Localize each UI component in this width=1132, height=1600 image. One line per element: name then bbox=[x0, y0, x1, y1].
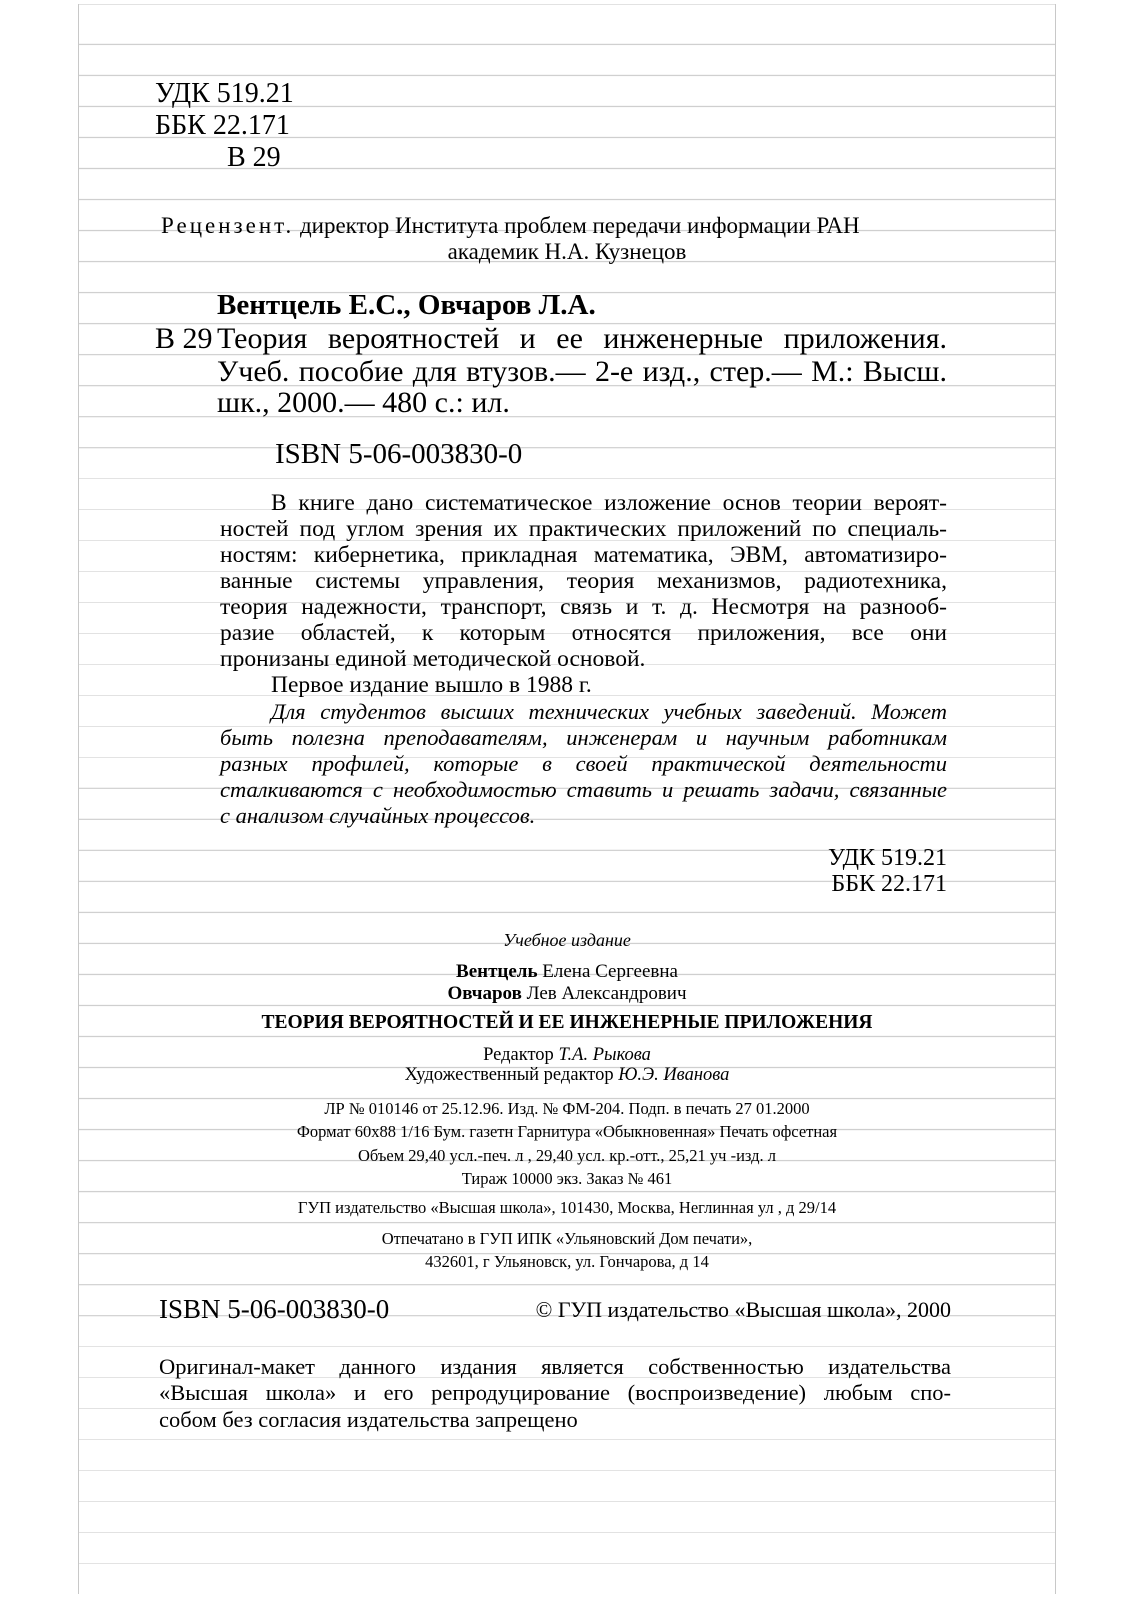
author-1 bbox=[79, 962, 1055, 981]
abstract-line-7: пронизаны единой методической основой. bbox=[220, 646, 646, 672]
abstract-line-4: ванные системы управления, теория механизмов, радиотехника, bbox=[220, 568, 947, 594]
print-line-2: Формат 60x88 1/16 Бум. газетн Гарнитура «Обыкновенная» Печать офсетная bbox=[296, 1122, 838, 1141]
editor-label: Редактор bbox=[483, 1045, 559, 1065]
reviewer-label: Рецензент. bbox=[161, 213, 295, 238]
audience-line-2: быть полезна преподавателям, инженерам и научным работникам bbox=[220, 725, 947, 750]
print-line-1: ЛР № 010146 от 25.12.96. Изд. № ФМ-204. Подп. в печать 27 01.2000 bbox=[324, 1099, 810, 1118]
notice-line-3: собом без согласия издательства запрещено bbox=[159, 1407, 578, 1432]
copyright: © ГУП издательство «Высшая школа», 2000 bbox=[535, 1297, 951, 1322]
audience-line-1: Для студентов высших технических учебных заведений. Может bbox=[271, 699, 947, 724]
art-editor-label: Художественный редактор bbox=[404, 1065, 619, 1085]
bib-line-3: шк., 2000.— 480 с.: ил. bbox=[217, 386, 510, 419]
edition-type: Учебное издание bbox=[503, 930, 631, 950]
bib-isbn: ISBN 5-06-003830-0 bbox=[275, 438, 523, 470]
notice-line-1: Оригинал-макет данного издания является собственностью издательства bbox=[159, 1354, 951, 1379]
footer-isbn: ISBN 5-06-003830-0 bbox=[159, 1294, 390, 1324]
notice-line-2: «Высшая школа» и его репродуцирование (воспроизведение) любым спо- bbox=[159, 1380, 951, 1405]
print-line-3: Объем 29,40 усл.-печ. л , 29,40 усл. кр.-отт., 25,21 уч -изд. л bbox=[357, 1146, 777, 1165]
editor bbox=[79, 1046, 1055, 1065]
first-edition-note: Первое издание вышло в 1988 г. bbox=[271, 672, 592, 698]
bib-mark: В 29 bbox=[155, 322, 213, 355]
author-2-name: Лев Александрович bbox=[521, 983, 687, 1004]
audience-line-4: сталкиваются с необходимостью ставить и решать задачи, связанные bbox=[220, 777, 947, 802]
abstract-line-6: разие областей, к которым относятся приложения, все они bbox=[220, 620, 947, 646]
book-title: ТЕОРИЯ ВЕРОЯТНОСТЕЙ И ЕЕ ИНЖЕНЕРНЫЕ ПРИЛОЖЕНИЯ bbox=[261, 1012, 873, 1033]
art-editor-name: Ю.Э. Иванова bbox=[618, 1065, 730, 1085]
author-1-name: Елена Сергеевна bbox=[537, 961, 678, 982]
publisher-address: ГУП издательство «Высшая школа», 101430, Москва, Неглинная ул , д 29/14 bbox=[297, 1198, 837, 1217]
reviewer-line bbox=[161, 214, 860, 237]
abstract-line-3: ностям: кибернетика, прикладная математика, ЭВМ, автоматизиро- bbox=[220, 542, 947, 568]
page bbox=[78, 4, 1056, 1594]
audience-line-5: с анализом случайных процессов. bbox=[220, 803, 536, 828]
editor-name: Т.А. Рыкова bbox=[558, 1045, 651, 1065]
print-line-4: Тираж 10000 экз. Заказ № 461 bbox=[461, 1169, 673, 1188]
bib-line-1: Теория вероятностей и ее инженерные приложения. bbox=[217, 322, 947, 355]
audience-line-3: разных профилей, которые в своей практической деятельности bbox=[220, 751, 947, 776]
udk-classification: УДК 519.21 bbox=[828, 845, 947, 871]
author-mark: В 29 bbox=[227, 142, 281, 173]
bbk-classification: ББК 22.171 bbox=[831, 871, 947, 897]
author-2 bbox=[79, 984, 1055, 1003]
udk-header: УДК 519.21 bbox=[155, 78, 294, 109]
printed-line-1: Отпечатано в ГУП ИПК «Ульяновский Дом печати», bbox=[381, 1229, 753, 1248]
art-editor bbox=[79, 1066, 1055, 1085]
abstract-line-2: ностей под углом зрения их практических приложений по специаль- bbox=[220, 516, 947, 542]
bib-authors: Вентцель Е.С., Овчаров Л.А. bbox=[217, 289, 596, 321]
reviewer-text: директор Института проблем передачи информации РАН bbox=[294, 213, 860, 238]
abstract-line-5: теория надежности, транспорт, связь и т. д. Несмотря на разнооб- bbox=[220, 594, 947, 620]
bib-line-2: Учеб. пособие для втузов.— 2-е изд., стер.— М.: Высш. bbox=[217, 355, 947, 388]
author-2-surname: Овчаров bbox=[447, 983, 522, 1004]
bbk-header: ББК 22.171 bbox=[155, 110, 290, 141]
abstract-line-1: В книге дано систематическое изложение основ теории вероят- bbox=[271, 490, 947, 516]
printed-line-2: 432601, г Ульяновск, ул. Гончарова, д 14 bbox=[425, 1252, 709, 1271]
author-1-surname: Вентцель bbox=[456, 961, 538, 982]
reviewer-name: академик Н.А. Кузнецов bbox=[447, 239, 687, 264]
